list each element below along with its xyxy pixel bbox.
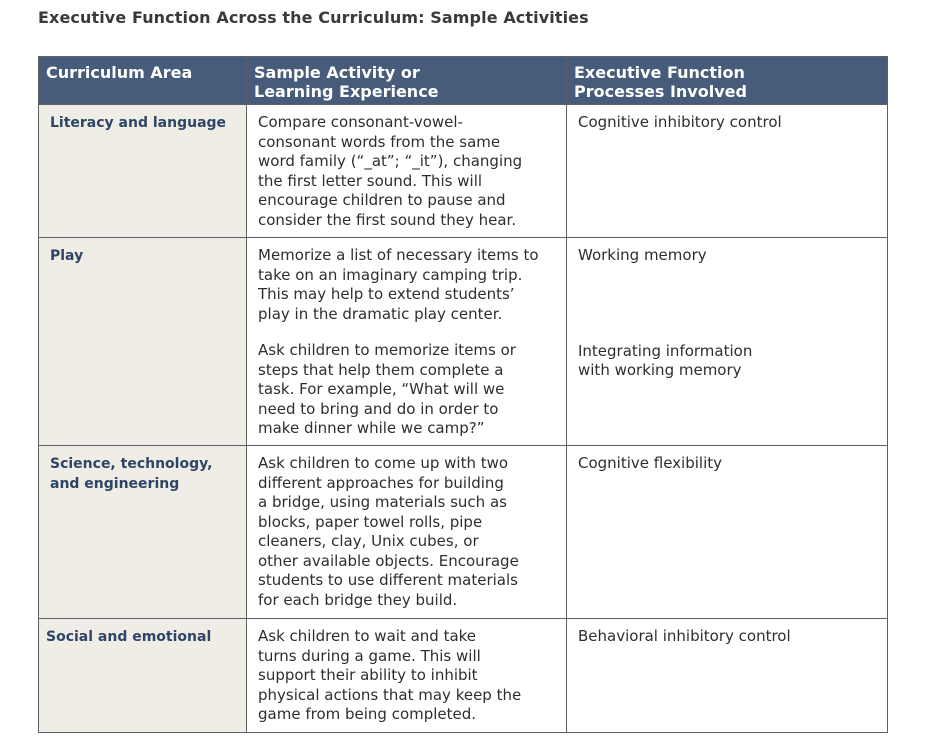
area-cell-social: Social and emotional [39, 619, 247, 733]
activity-line: Ask children to come up with two [258, 454, 509, 472]
area-line: and engineering [50, 476, 180, 492]
process-cell-play [567, 238, 888, 446]
header-ef-processes-line-2: Processes Involved [574, 82, 747, 101]
activity-block-2 [258, 341, 556, 439]
area-cell-play: Play [39, 238, 247, 446]
activity-line: physical actions that may keep the [258, 685, 522, 704]
activity-line: Ask children to wait and take [258, 627, 477, 645]
area-cell-science [39, 446, 247, 619]
activity-cell-social [247, 619, 567, 733]
activity-line: task. For example, “What will we [258, 380, 505, 398]
header-sample-activity-line-2: Learning Experience [254, 82, 439, 101]
activity-line: word family (“_at”; “_it”), changing [258, 152, 523, 170]
activity-line: students to use different materials [258, 571, 518, 589]
area-cell-literacy: Literacy and language [39, 105, 247, 238]
table-row [39, 105, 888, 238]
activity-line: steps that help them complete a [258, 360, 504, 379]
header-sample-activity [247, 57, 567, 105]
activity-line: other available objects. Encourage [258, 551, 519, 570]
table-header-row [39, 57, 888, 105]
header-curriculum-area: Curriculum Area [39, 57, 247, 105]
activity-cell-literacy [247, 105, 567, 238]
process-cell-literacy: Cognitive inhibitory control [567, 105, 888, 238]
activity-cell-science [247, 446, 567, 619]
activity-line: take on an imaginary camping trip. [258, 265, 523, 284]
activity-cell-play [247, 238, 567, 446]
process-cell-social: Behavioral inhibitory control [567, 619, 888, 733]
activity-line: Memorize a list of necessary items to [258, 246, 539, 264]
activity-line: consonant words from the same [258, 132, 501, 151]
activity-line: game from being completed. [258, 705, 477, 723]
process-line: with working memory [578, 361, 742, 379]
activity-line: Compare consonant-vowel- [258, 113, 463, 131]
activity-line: the first letter sound. This will [258, 171, 483, 190]
activities-table [38, 56, 888, 733]
activity-line: blocks, paper towel rolls, pipe [258, 512, 483, 531]
activity-line: turns during a game. This will [258, 646, 481, 665]
activity-line: This may help to extend students’ [258, 285, 515, 303]
activity-line: different approaches for building [258, 473, 504, 492]
table-row [39, 446, 888, 619]
header-ef-processes-line-1: Executive Function [574, 63, 745, 82]
process-integrating-block [578, 342, 877, 381]
activity-line: Ask children to memorize items or [258, 341, 516, 359]
process-working-memory: Working memory [578, 246, 707, 264]
activity-line: make dinner while we camp?” [258, 419, 485, 437]
header-ef-processes [567, 57, 888, 105]
activity-block-1 [258, 246, 556, 324]
area-line: Science, technology, [50, 456, 213, 472]
header-sample-activity-line-1: Sample Activity or [254, 63, 420, 82]
activity-line: consider the first sound they hear. [258, 210, 517, 229]
activity-line: cleaners, clay, Unix cubes, or [258, 532, 479, 550]
activity-line: support their ability to inhibit [258, 666, 478, 684]
page-title: Executive Function Across the Curriculum: Sample Activities [38, 8, 589, 27]
activity-line: encourage children to pause and [258, 191, 506, 209]
table-row [39, 238, 888, 446]
activity-line: play in the dramatic play center. [258, 304, 503, 323]
process-line: Integrating information [578, 341, 753, 360]
activity-line: for each bridge they build. [258, 590, 458, 609]
table-row [39, 619, 888, 733]
activity-line: a bridge, using materials such as [258, 493, 507, 511]
process-cell-science: Cognitive flexibility [567, 446, 888, 619]
activity-line: need to bring and do in order to [258, 399, 499, 418]
